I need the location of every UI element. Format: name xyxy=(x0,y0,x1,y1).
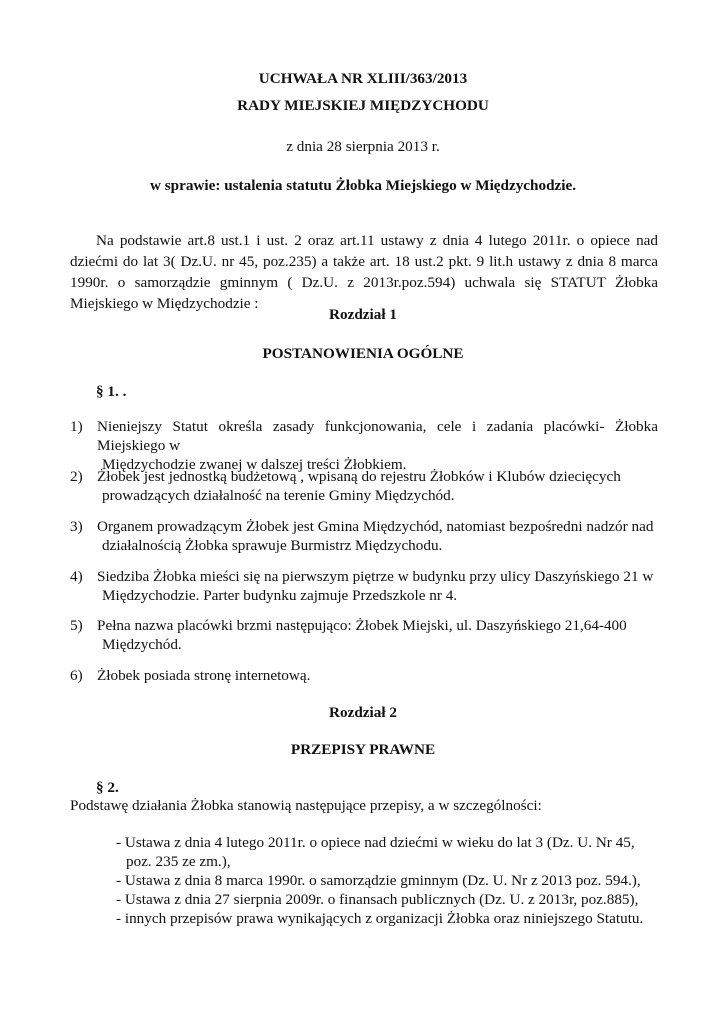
intro-paragraph: Na podstawie art.8 ust.1 i ust. 2 oraz art.11 ustawy z dnia 4 lutego 2011r. o opiece nad dziećmi do lat 3( Dz.U. nr 45, poz.235) a także art. 18 ust.2 pkt. 9 lit.h ustawy z dnia 8 marca 1990r. o samorządzie gminnym ( Dz.U. z 2013r.poz.594) uchwala się STATUT Żłobka Miejskiego w Międzychodzie : xyxy=(70,232,658,312)
item-text-line2: Międzychodzie. Parter budynku zajmuje Przedszkole nr 4. xyxy=(102,587,458,604)
item-text-line2: działalnością Żłobka sprawuje Burmistrz Międzychodu. xyxy=(102,537,443,554)
item-number: 4) xyxy=(70,568,83,585)
list-item xyxy=(70,666,658,685)
item-number: 1) xyxy=(70,418,83,435)
resolution-date: z dnia 28 sierpnia 2013 r. xyxy=(286,138,440,155)
list-item xyxy=(70,616,658,654)
law-item: - Ustawa z dnia 8 marca 1990r. o samorządzie gminnym (Dz. U. Nr z 2013 poz. 594.), xyxy=(116,872,641,889)
item-number: 6) xyxy=(70,667,83,684)
item-text-line1: Nieniejszy Statut określa zasady funkcjonowania, cele i zadania placówki- Żłobka Miejskiego w xyxy=(97,418,658,454)
section-2-lead: Podstawę działania Żłobka stanowią następujące przepisy, a w szczególności: xyxy=(70,797,542,814)
item-text-line2: prowadzących działalność na terenie Gminy Międzychód. xyxy=(102,487,455,504)
resolution-title: UCHWAŁA NR XLIII/363/2013 xyxy=(258,70,468,87)
list-item xyxy=(70,467,658,505)
section-2-sign: § 2. xyxy=(96,779,119,796)
chapter2-title: PRZEPISY PRAWNE xyxy=(290,741,436,758)
chapter2-label: Rozdział 2 xyxy=(329,704,397,721)
item-text-line1: Organem prowadzącym Żłobek jest Gmina Międzychód, natomiast bezpośredni nadzór nad xyxy=(97,518,654,535)
list-item xyxy=(70,517,658,555)
council-name: RADY MIEJSKIEJ MIĘDZYCHODU xyxy=(237,97,489,114)
item-text-line2: Międzychodzie zwanej w dalszej treści Żłobkiem. xyxy=(102,456,407,473)
list-item xyxy=(70,417,658,474)
law-item: - Ustawa z dnia 4 lutego 2011r. o opiece nad dziećmi w wieku do lat 3 (Dz. U. Nr 45, poz. 235 ze zm.), xyxy=(116,834,635,870)
chapter1-title: POSTANOWIENIA OGÓLNE xyxy=(262,345,464,362)
section-1-sign: § 1. . xyxy=(96,383,127,400)
law-item: - innych przepisów prawa wynikających z organizacji Żłobka oraz niniejszego Statutu. xyxy=(116,910,644,927)
item-text-line1: Pełna nazwa placówki brzmi następująco: Żłobek Miejski, ul. Daszyńskiego 21,64-400 xyxy=(97,617,627,634)
item-number: 3) xyxy=(70,518,83,535)
item-number: 5) xyxy=(70,617,83,634)
law-item: - Ustawa z dnia 27 sierpnia 2009r. o finansach publicznych (Dz. U. z 2013r, poz.885), xyxy=(116,891,639,908)
resolution-subject: w sprawie: ustalenia statutu Żłobka Miejskiego w Międzychodzie. xyxy=(149,177,577,194)
item-text-line1: Siedziba Żłobka mieści się na pierwszym piętrze w budynku przy ulicy Daszyńskiego 21 w xyxy=(97,568,654,585)
chapter1-label: Rozdział 1 xyxy=(329,306,397,323)
item-number: 2) xyxy=(70,468,83,485)
list-item xyxy=(70,567,658,605)
item-text-line1: Żłobek jest jednostką budżetową , wpisaną do rejestru Żłobków i Klubów dziecięcych xyxy=(97,468,621,485)
item-text-line1: Żłobek posiada stronę internetową. xyxy=(97,667,311,684)
laws-list xyxy=(116,833,661,928)
item-text-line2: Międzychód. xyxy=(102,636,182,653)
